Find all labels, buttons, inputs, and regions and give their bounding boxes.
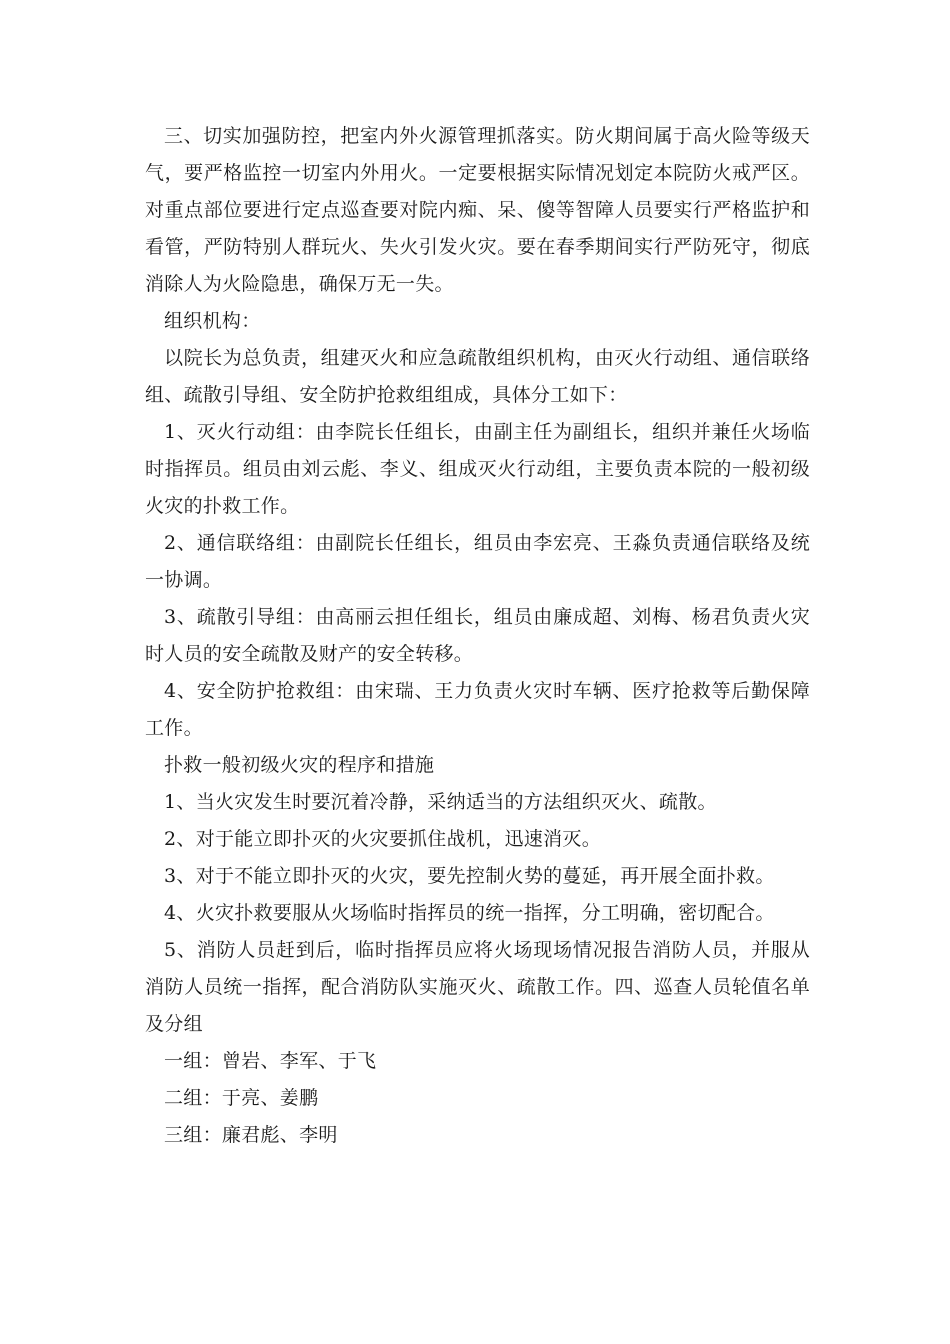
procedure-step-1: 1、当火灾发生时要沉着冷静，采纳适当的方法组织灭火、疏散。: [164, 791, 717, 813]
patrol-group-3: 三组：廉君彪、李明: [164, 1124, 338, 1146]
patrol-group-2: 二组：于亮、姜鹏: [164, 1087, 319, 1109]
heading-organization: 组织机构：: [164, 310, 261, 332]
paragraph-rescue-group: 4、安全防护抢救组：由宋瑞、王力负责火灾时车辆、医疗抢救等后勤保障工作。: [145, 680, 810, 739]
procedure-step-2: 2、对于能立即扑灭的火灾要抓住战机，迅速消灭。: [164, 828, 601, 850]
document-body: [145, 118, 810, 1154]
heading-firefighting-procedure: 扑救一般初级火灾的程序和措施: [164, 754, 435, 776]
paragraph-organization-intro: 以院长为总负责，组建灭火和应急疏散组织机构，由灭火行动组、通信联络组、疏散引导组、安全防护抢救组组成，具体分工如下：: [145, 347, 810, 406]
paragraph-evacuation-group: 3、疏散引导组：由高丽云担任组长，组员由廉成超、刘梅、杨君负责火灾时人员的安全疏散及财产的安全转移。: [145, 606, 810, 665]
procedure-step-5: 5、消防人员赶到后，临时指挥员应将火场现场情况报告消防人员，并服从消防人员统一指挥，配合消防队实施灭火、疏散工作。四、巡查人员轮值名单及分组: [145, 939, 810, 1035]
paragraph-communication-group: 2、通信联络组：由副院长任组长，组员由李宏亮、王淼负责通信联络及统一协调。: [145, 532, 810, 591]
patrol-group-1: 一组：曾岩、李军、于飞: [164, 1050, 377, 1072]
procedure-step-3: 3、对于不能立即扑灭的火灾，要先控制火势的蔓延，再开展全面扑救。: [164, 865, 775, 887]
procedure-step-4: 4、火灾扑救要服从火场临时指挥员的统一指挥，分工明确，密切配合。: [164, 902, 775, 924]
paragraph-fire-control: 三、切实加强防控，把室内外火源管理抓落实。防火期间属于高火险等级天气，要严格监控一切室内外用火。一定要根据实际情况划定本院防火戒严区。对重点部位要进行定点巡查要对院内痴、呆、傻等智障人员要实行严格监护和看管，严防特别人群玩火、失火引发火灾。要在春季期间实行严防死守，彻底消除人为火险隐患，确保万无一失。: [145, 125, 810, 295]
paragraph-fire-action-group: 1、灭火行动组：由李院长任组长，由副主任为副组长，组织并兼任火场临时指挥员。组员由刘云彪、李义、组成灭火行动组，主要负责本院的一般初级火灾的扑救工作。: [145, 421, 810, 517]
